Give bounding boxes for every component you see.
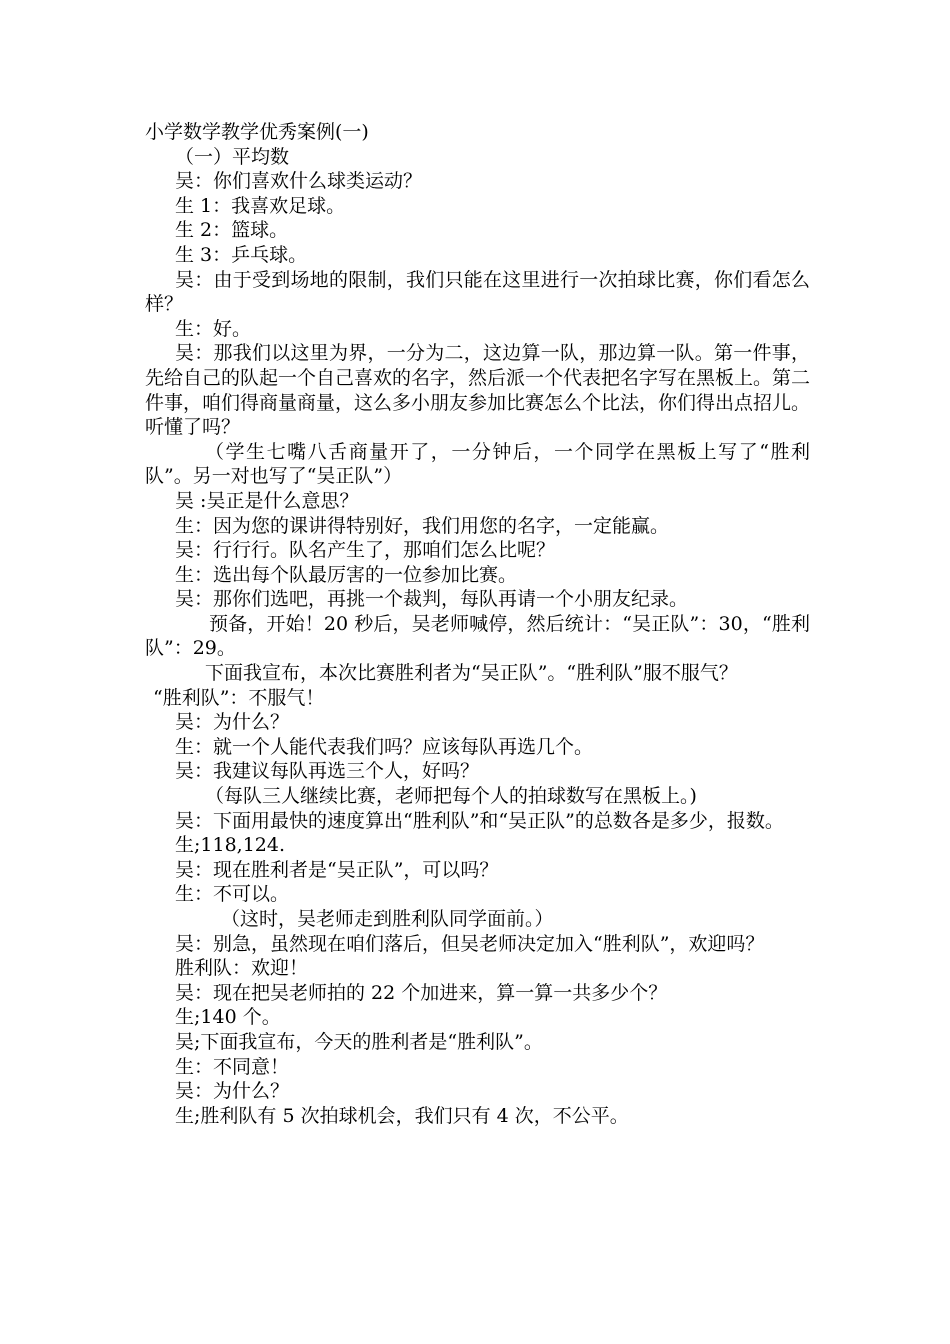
document-title: 小学数学教学优秀案例(一): [145, 121, 369, 143]
paragraph: 吴：行行行。队名产生了，那咱们怎么比呢？: [175, 539, 556, 562]
paragraph: 吴：为什么？: [175, 1080, 290, 1103]
paragraph: 吴：为什么？: [175, 711, 290, 734]
paragraph: （每队三人继续比赛，老师把每个人的拍球数写在黑板上。): [205, 785, 697, 808]
paragraph: 吴：现在胜利者是“吴正队”，可以吗？: [175, 858, 499, 881]
paragraph: 生：好。: [175, 317, 252, 340]
paragraph: 吴：由于受到场地的限制，我们只能在这里进行一次拍球比赛，你们看怎么样？: [145, 268, 810, 316]
paragraph: 生：因为您的课讲得特别好，我们用您的名字，一定能赢。: [175, 514, 670, 537]
paragraph: 吴：下面用最快的速度算出“胜利队”和“吴正队”的总数各是多少，报数。: [175, 809, 784, 832]
paragraph: 生：不可以。: [175, 883, 290, 906]
paragraph: 生;118,124.: [175, 834, 286, 857]
paragraph: 下面我宣布，本次比赛胜利者为“吴正队”。“胜利队”服不服气？: [205, 662, 738, 685]
paragraph: 吴：我建议每队再选三个人，好吗？: [175, 760, 480, 783]
paragraph: 生：不同意！: [175, 1055, 290, 1078]
paragraph: “胜利队”：不服气！: [153, 686, 325, 709]
document-page: [145, 120, 810, 1128]
paragraph: 预备，开始！20 秒后，吴老师喊停，然后统计：“吴正队”：30，“胜利队”：29。: [145, 612, 810, 660]
paragraph: 吴：那我们以这里为界，一分为二，这边算一队，那边算一队。第一件事，先给自己的队起一个自己喜欢的名字，然后派一个代表把名字写在黑板上。第二件事，咱们得商量商量，这么多小朋友参加比赛怎么个比法，你们得出点招儿。听懂了吗？: [145, 342, 811, 439]
paragraph: 生 2：篮球。: [175, 219, 289, 242]
paragraph: 吴：现在把吴老师拍的 22 个加进来，算一算一共多少个？: [175, 981, 668, 1004]
paragraph: 生;胜利队有 5 次拍球机会，我们只有 4 次，不公平。: [175, 1104, 629, 1127]
paragraph: 吴 :吴正是什么意思？: [175, 489, 359, 512]
paragraph: 吴：那你们选吧，再挑一个裁判，每队再请一个小朋友纪录。: [175, 588, 689, 611]
paragraph: 吴：别急，虽然现在咱们落后，但吴老师决定加入“胜利队”，欢迎吗？: [175, 932, 765, 955]
paragraph: （这时，吴老师走到胜利队同学面前。）: [221, 908, 554, 930]
paragraph: 生 3：乒乓球。: [175, 243, 308, 266]
paragraph: 生 1：我喜欢足球。: [175, 194, 346, 217]
paragraph: 生;140 个。: [175, 1006, 281, 1029]
paragraph: 生：选出每个队最厉害的一位参加比赛。: [175, 563, 518, 586]
paragraph: （学生七嘴八舌商量开了，一分钟后，一个同学在黑板上写了“胜利队”。另一对也写了“吴正队”）: [145, 440, 810, 488]
paragraph: 吴;下面我宣布，今天的胜利者是“胜利队”。: [175, 1030, 543, 1053]
paragraph: 生：就一个人能代表我们吗？应该每队再选几个。: [175, 735, 594, 758]
paragraph: 吴：你们喜欢什么球类运动？: [175, 170, 423, 193]
paragraph: 胜利队：欢迎！: [175, 957, 309, 980]
section-heading: （一）平均数: [175, 145, 290, 168]
